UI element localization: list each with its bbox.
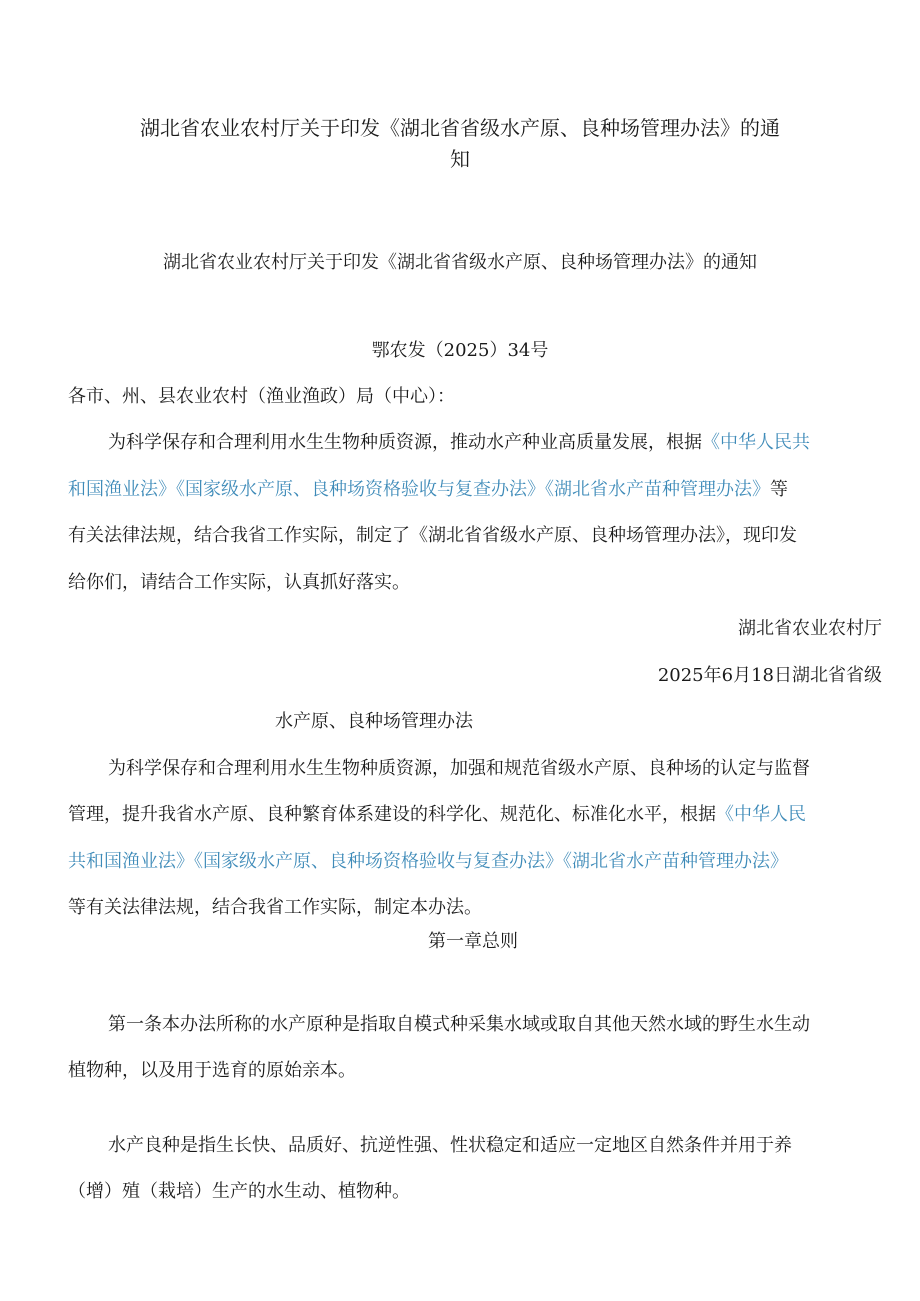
paragraph-1-line-2	[68, 478, 788, 502]
law-link-fisheries[interactable]: 《中华人民	[716, 804, 806, 825]
law-link-fisheries[interactable]: 《中华人民共	[702, 432, 810, 453]
paragraph-3-line-1: 水产良种是指生长快、品质好、抗逆性强、性状稳定和适应一定地区自然条件并用于养	[108, 1135, 792, 1156]
paragraph-2-line-2	[68, 803, 806, 827]
paragraph-1-text: 等	[770, 479, 788, 500]
document-title-line-2: 知	[450, 147, 470, 171]
paragraph-1-text: 为科学保存和合理利用水生生物种质资源，推动水产种业高质量发展，根据	[108, 432, 702, 453]
paragraph-3-line-2: （增）殖（栽培）生产的水生动、植物种。	[68, 1181, 410, 1202]
paragraph-2-line-3	[68, 850, 788, 874]
paragraph-2-line-4: 等有关法律法规，结合我省工作实际，制定本办法。	[68, 897, 482, 918]
document-title-line-1: 湖北省农业农村厅关于印发《湖北省省级水产原、良种场管理办法》的通	[140, 116, 780, 140]
signature: 湖北省农业农村厅	[738, 618, 882, 639]
chapter-1-heading: 第一章总则	[428, 931, 518, 952]
paragraph-2-line-1: 为科学保存和合理利用水生生物种质资源，加强和规范省级水产原、良种场的认定与监督	[108, 758, 810, 779]
paragraph-1-line-3: 有关法律法规，结合我省工作实际，制定了《湖北省省级水产原、良种场管理办法》，现印发	[68, 525, 797, 546]
date-line: 2025年6月18日湖北省省级	[657, 665, 882, 686]
recipients-line: 各市、州、县农业农村（渔业渔政）局（中心）：	[68, 386, 455, 407]
law-links-line[interactable]: 共和国渔业法》《国家级水产原、良种场资格验收与复查办法》《湖北省水产苗种管理办法》	[68, 851, 788, 872]
article-1-line-1: 第一条本办法所称的水产原种是指取自模式种采集水域或取自其他天然水域的野生水生动	[108, 1014, 810, 1035]
law-links-line[interactable]: 和国渔业法》《国家级水产原、良种场资格验收与复查办法》《湖北省水产苗种管理办法》	[68, 479, 770, 500]
paragraph-2-text: 管理，提升我省水产原、良种繁育体系建设的科学化、规范化、标准化水平，根据	[68, 804, 716, 825]
paragraph-1-line-4: 给你们，请结合工作实际，认真抓好落实。	[68, 572, 410, 593]
article-1-line-2: 植物种，以及用于选育的原始亲本。	[68, 1060, 356, 1081]
paragraph-1-line-1	[108, 431, 810, 455]
measures-title: 水产原、良种场管理办法	[275, 711, 473, 732]
document-number: 鄂农发（2025）34号	[371, 340, 549, 361]
document-subtitle: 湖北省农业农村厅关于印发《湖北省省级水产原、良种场管理办法》的通知	[163, 252, 757, 273]
